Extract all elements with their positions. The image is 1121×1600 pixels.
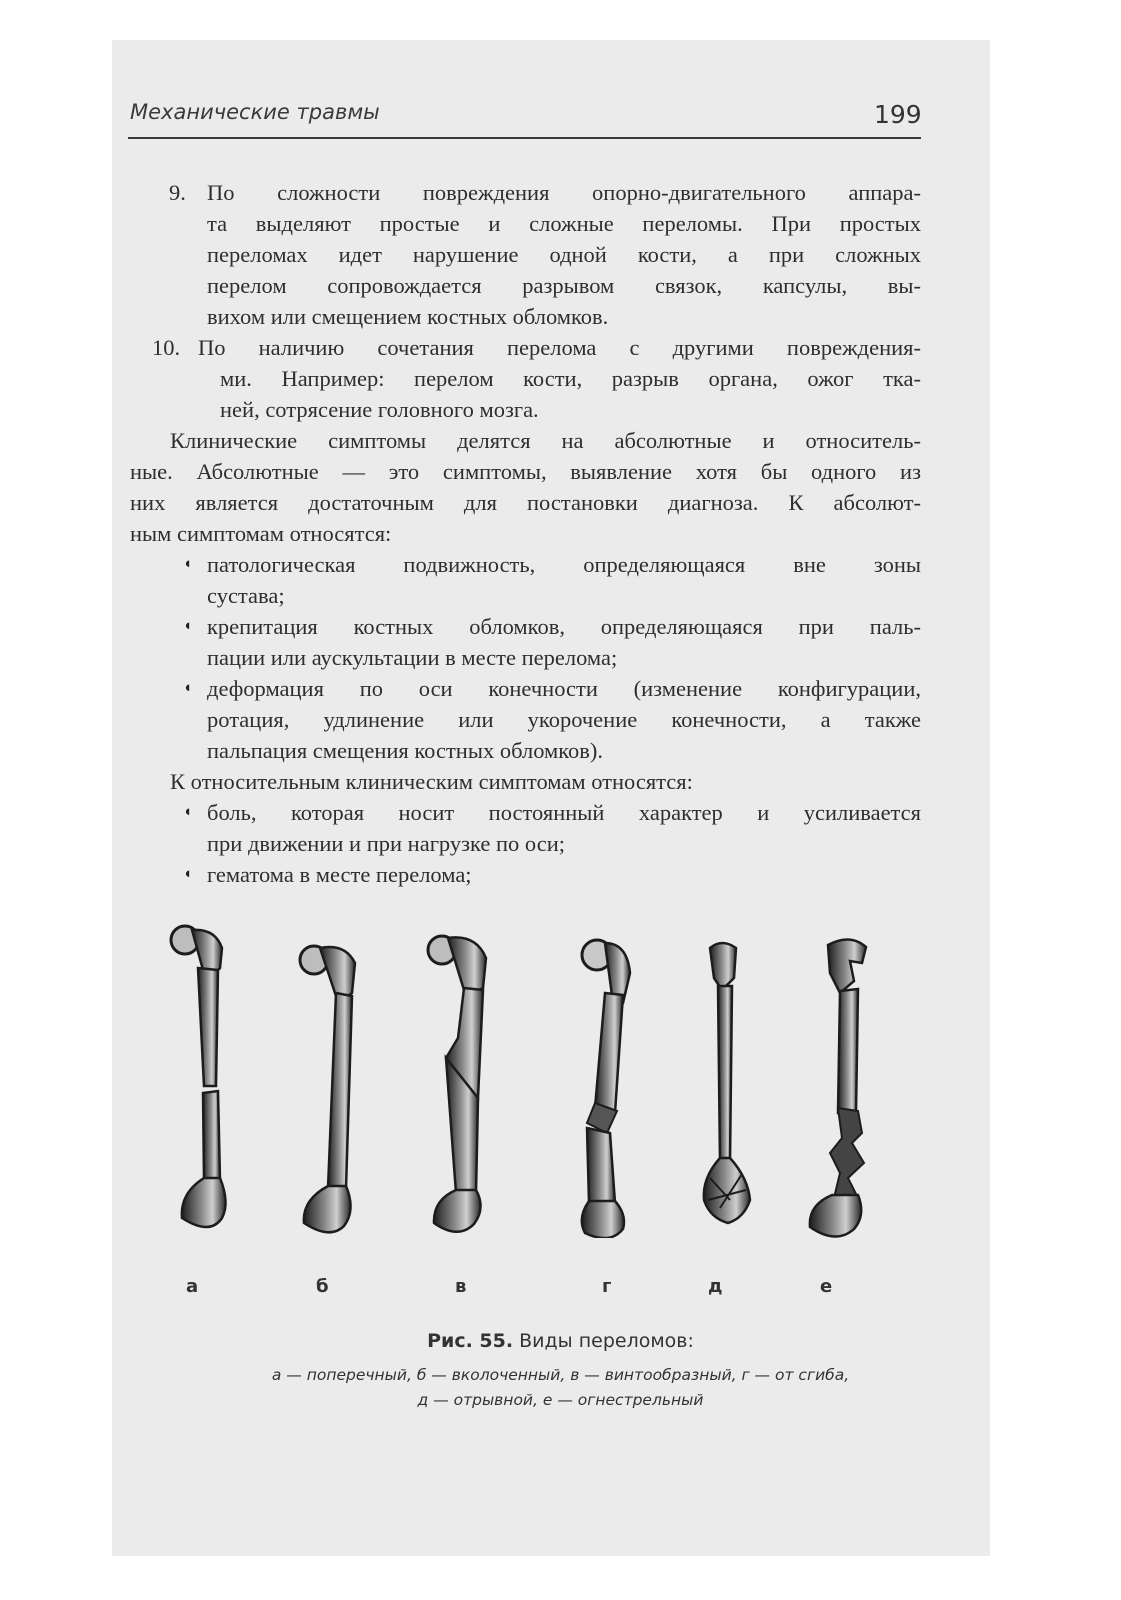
paragraph-line: ные. Абсолютные — это симптомы, выявление хотя бы одного из bbox=[130, 459, 921, 484]
paragraph-relative: К относительным клиническим симптомам относятся: bbox=[170, 769, 693, 794]
figure-label: а bbox=[186, 1276, 199, 1297]
paragraph-absolute bbox=[130, 425, 921, 549]
bone-d-bending bbox=[582, 940, 630, 1238]
bone-f-gunshot bbox=[810, 939, 866, 1236]
bone-a-transverse bbox=[171, 926, 226, 1227]
bone-fractures-figure bbox=[140, 918, 910, 1238]
bullet-item bbox=[130, 797, 921, 859]
list-number: 9. bbox=[169, 180, 186, 205]
bone-b-impacted bbox=[300, 946, 355, 1232]
bone-c-spiral bbox=[428, 936, 486, 1232]
bullet-list-relative bbox=[130, 797, 921, 890]
list-line: та выделяют простые и сложные переломы. При простых bbox=[207, 211, 921, 236]
bullet-line: деформация по оси конечности (изменение конфигурации, bbox=[207, 676, 921, 701]
bullet-marker-icon: ◖ bbox=[183, 618, 193, 634]
bullet-marker-icon: ◖ bbox=[183, 556, 193, 572]
paragraph-line: них является достаточным для постановки диагноза. К абсолют- bbox=[130, 490, 921, 515]
bullet-line: ротация, удлинение или укорочение конечности, а также bbox=[207, 707, 921, 732]
list-item bbox=[130, 332, 921, 425]
list-line: перелом сопровождается разрывом связок, капсулы, вы- bbox=[207, 273, 921, 298]
paragraph-line: Клинические симптомы делятся на абсолютные и относитель- bbox=[170, 428, 921, 453]
paragraph-line: ным симптомам относятся: bbox=[130, 521, 392, 546]
bullet-line: гематома в месте перелома; bbox=[207, 862, 472, 887]
running-header-title: Механические травмы bbox=[130, 100, 380, 124]
figure-number: Рис. 55. bbox=[427, 1330, 514, 1352]
header-rule bbox=[128, 137, 921, 139]
bullet-line: патологическая подвижность, определяющаяся вне зоны bbox=[207, 552, 921, 577]
figure-label: г bbox=[602, 1276, 612, 1297]
bullet-line: пальпация смещения костных обломков). bbox=[207, 738, 604, 763]
figure-label: б bbox=[316, 1276, 329, 1297]
bullet-marker-icon: ◖ bbox=[183, 804, 193, 820]
bones-illustration bbox=[140, 918, 910, 1238]
bullet-item bbox=[130, 673, 921, 766]
figure-label: в bbox=[455, 1276, 467, 1297]
bullet-line: боль, которая носит постоянный характер и усиливается bbox=[207, 800, 921, 825]
body-text bbox=[130, 177, 921, 890]
bullet-item bbox=[130, 611, 921, 673]
figure-label: е bbox=[820, 1276, 833, 1297]
list-line: По наличию сочетания перелома с другими повреждения- bbox=[198, 335, 921, 360]
figure-caption-title bbox=[0, 1330, 1121, 1352]
figure-labels bbox=[0, 1276, 1121, 1302]
bullet-line: пации или аускультации в месте перелома; bbox=[207, 645, 618, 670]
bullet-list-absolute bbox=[130, 549, 921, 766]
bullet-item bbox=[130, 859, 921, 890]
bullet-marker-icon: ◖ bbox=[183, 680, 193, 696]
list-line: ней, сотрясение головного мозга. bbox=[220, 397, 539, 422]
list-number: 10. bbox=[152, 335, 181, 360]
bullet-line: крепитация костных обломков, определяющаяся при паль- bbox=[207, 614, 921, 639]
bullet-item bbox=[130, 549, 921, 611]
bone-e-avulsion bbox=[704, 943, 750, 1223]
list-line: ми. Например: перелом кости, разрыв органа, ожог тка- bbox=[220, 366, 921, 391]
figure-caption-line: д — отрывной, е — огнестрельный bbox=[417, 1391, 704, 1409]
list-line: переломах идет нарушение одной кости, а при сложных bbox=[207, 242, 921, 267]
figure-label: д bbox=[708, 1276, 723, 1297]
bullet-line: сустава; bbox=[207, 583, 285, 608]
list-line: вихом или смещением костных обломков. bbox=[207, 304, 609, 329]
page-number: 199 bbox=[874, 100, 922, 129]
list-line: По сложности повреждения опорно-двигательного аппара- bbox=[207, 180, 921, 205]
figure-title: Виды переломов: bbox=[519, 1330, 694, 1352]
figure-caption-line: а — поперечный, б — вколоченный, в — винтообразный, г — от сгиба, bbox=[271, 1366, 850, 1384]
bullet-line: при движении и при нагрузке по оси; bbox=[207, 831, 566, 856]
bullet-marker-icon: ◖ bbox=[183, 866, 193, 882]
list-item bbox=[130, 177, 921, 332]
